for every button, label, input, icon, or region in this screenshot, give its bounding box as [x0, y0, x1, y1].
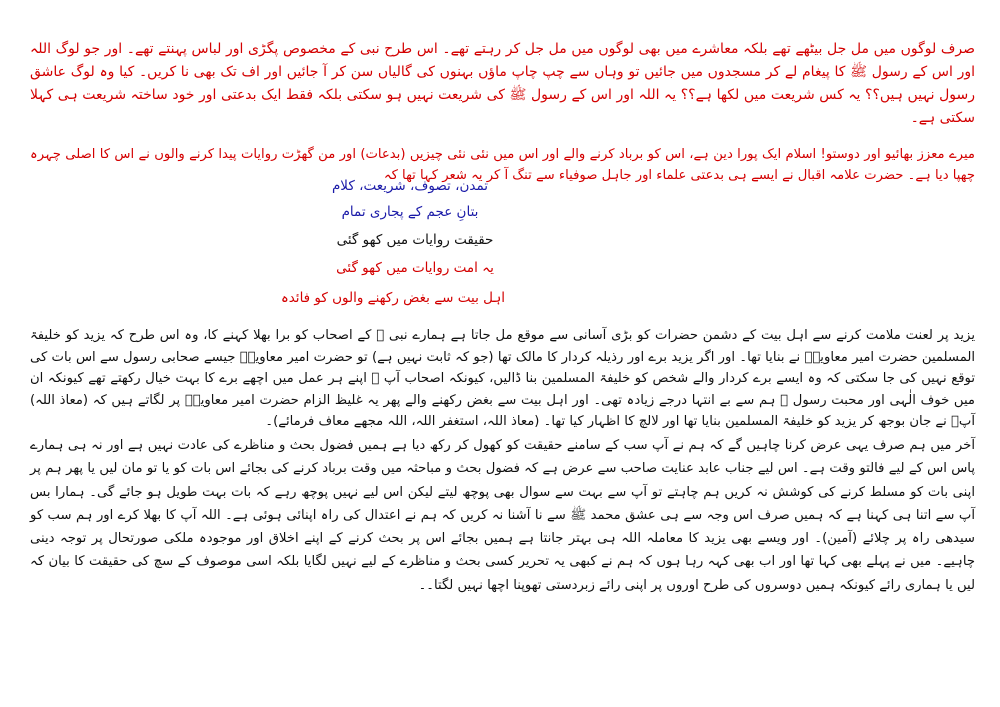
poem-line-5: اہل بیت سے بغض رکھنے والوں کو فائدہ — [280, 290, 505, 306]
appeal-paragraph: میرے معزز بھائیو اور دوستو! اسلام ایک پورا دین ہے، اس کو برباد کرنے والے اور اس میں نئی نئی چیزیں (بدعات) اور من گھڑت روایات پیدا کرنے والوں نے اس کا اصلی چہرہ چھپا دیا ہے۔ حضرت علامہ اقبال نے ایسے ہی بدعتی علماء اور جاہل صوفیاء سے تنگ آ کر یہ شعر کہا تھا کہ — [30, 147, 975, 183]
closing-paragraph: آخر میں ہم صرف یہی عرض کرنا چاہیں گے کہ ہم نے آپ سب کے سامنے حقیقت کو کھول کر رکھ دیا ہے ہمیں فضول بحث و مناظرے کی عادت نہیں ہے اور نہ ہی ہمارے پاس اس کے لیے فالتو وقت ہے۔ اس لیے جناب عابد عنایت صاحب سے عرض ہے کہ فضول بحث و مباحثہ میں وقت برباد کرنے کی بجائے اس بات کو یا تو مان لیں یا پھر ہم پر اپنی بات کو مسلط کرنے کی کوشش نہ کریں ہم چاہتے تو آپ سے بہت سے سوال بھی پوچھ لیتے لیکن اس لیے نہیں پوچھ رہے کہ بات بہت طویل ہو جائے گی۔ ہمارا بس آپ سے اتنا ہی کہنا ہے کہ ہمیں صرف اس وجہ سے ہی عشق محمد ﷺ سے نا آشنا نہ کریں کہ ہم نے اعتدال کی راہ اپنائی ہوئی ہے۔ اللہ آپ کا بھلا کرے اور ہم سب کو سیدھی راہ پر چلائے (آمین)۔ اور ویسے بھی یزید کا معاملہ اللہ ہی بہتر جانتا ہے ہمیں بجائے اس پر بحث کرنے کے اپنے اخلاق اور موجودہ ملکی صورتحال پر توجہ دینی چاہیے۔ میں نے پہلے بھی کہا تھا اور اب بھی کہہ رہا ہوں کہ ہم نے کبھی یہ تحریر کسی بحث و مناظرے کے لیے نہیں لگایا بلکہ اسی موصوف کے سچ کی حقیقت کا بیان کہ لیں یا ہماری رائے کیونکہ ہمیں دوسروں کی طرح اوروں پر اپنی رائے زبردستی تھوپنا اچھا نہیں لگتا۔۔ — [30, 438, 975, 593]
poem-line-3: حقیقت روایات میں کھو گئی — [336, 232, 494, 248]
poem-line-2: بتانِ عجم کے پجاری تمام — [341, 204, 479, 220]
intro-paragraph: صرف لوگوں میں مل جل بیٹھے تھے بلکہ معاشرے میں بھی لوگوں میں مل جل کر رہتے تھے۔ اس طرح نبی کے مخصوص پگڑی اور لباس پہنتے تھے۔ اور جو لوگ اللہ اور اس کے رسول ﷺ کا پیغام لے کر مسجدوں میں جائیں تو وہاں سے چپ چاپ ماؤں بہنوں کی گالیاں سن کر آ جائیں اور اف تک بھی نا کریں۔ کیا وہ لوگ عاشق رسول نہیں ہیں؟؟ یہ کس شریعت میں لکھا ہے؟؟ یہ اللہ اور اس کے رسول ﷺ کی شریعت نہیں ہو سکتی بلکہ فقط ایک بدعتی اور خود ساختہ شریعت ہی کہلا سکتی ہے۔ — [30, 41, 975, 126]
body-paragraph: یزید پر لعنت ملامت کرنے سے اہل بیت کے دشمن حضرات کو بڑی آسانی سے موقع مل جاتا ہے ہمارے نبی ﷺ کے اصحاب کو برا بھلا کہنے کا، وہ اس طرح کہ یزید کو خلیفۃ المسلمین حضرت امیر معاویہؓ نے بنایا تھا۔ اور اگر یزید برے اور رذیلہ کردار کا مالک تھا (جو کہ ثابت نہیں ہے) تو حضرت امیر معاویہؓ جیسے صحابی رسول سے اس بات کی توقع نہیں کی جا سکتی کہ وہ ایسے برے کردار والے شخص کو خلیفۃ المسلمین بنا ڈالیں، کیونکہ اصحاب آپ ﷺ اپنے ہر عمل میں اچھے برے کا بہت خیال رکھتے تھے کیونکہ ان میں خوف الٰہی اور محبت رسول ﷺ ہم سے بے انتہا درجے زیادہ تھی۔ اور اہل بیت سے بغض رکھنے والے پھر یہ غلیظ الزام حضرت امیر معاویہؓ پر لگاتے ہیں کہ (معاذ اللہ) آپؓ نے جان بوجھ کر یزید کو خلیفۃ المسلمین بنایا تھا اور لالچ کا اظہار کیا تھا۔ (معاذ اللہ، استغفر اللہ، اللہ مجھے معاف فرمائے)۔ — [30, 328, 975, 430]
poem-line-1: تمدن، تصوف، شریعت، کلام — [331, 178, 489, 194]
poem-line-4: یہ امت روایات میں کھو گئی — [336, 260, 494, 276]
